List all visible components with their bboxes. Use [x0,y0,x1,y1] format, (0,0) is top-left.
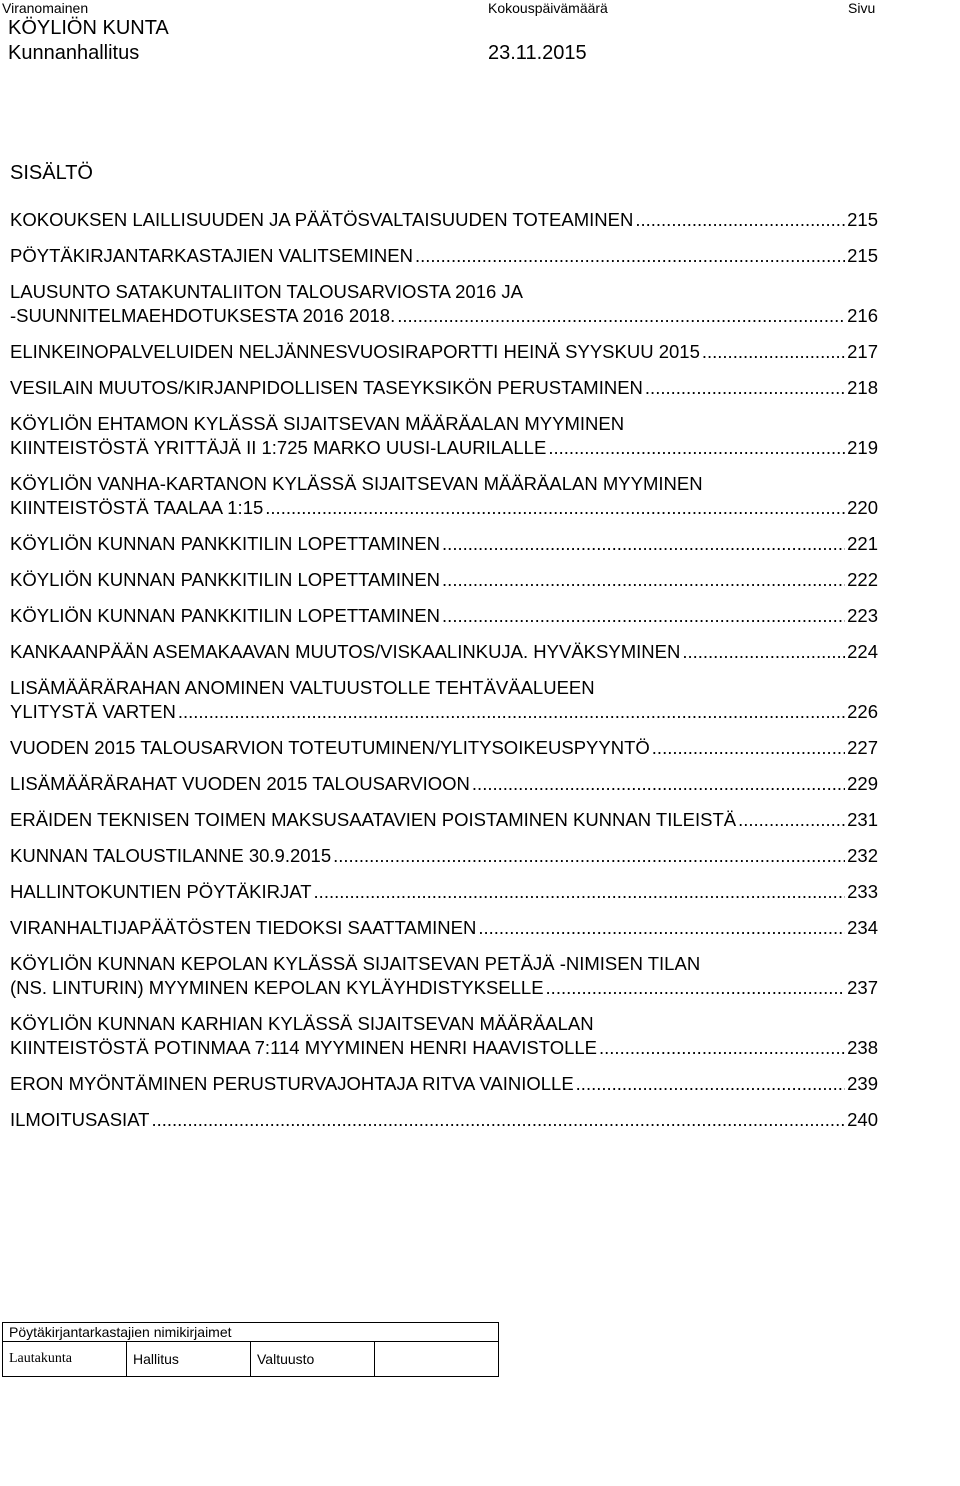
toc-entry-page-number: 222 [847,569,878,590]
toc-entry-title: KANKAANPÄÄN ASEMAKAAVAN MUUTOS/VISKAALINKUJA. HYVÄKSYMINEN [10,641,681,662]
toc-entry-page-number: 215 [847,209,878,230]
toc-entry[interactable] [10,1072,878,1096]
toc-entry-title: VESILAIN MUUTOS/KIRJANPIDOLLISEN TASEYKSIKÖN PERUSTAMINEN [10,377,643,398]
toc-entry-page-number: 226 [847,701,878,722]
toc-entry-title: (NS. LINTURIN) MYYMINEN KEPOLAN KYLÄYHDISTYKSELLE [10,977,544,998]
toc-dot-leader [478,916,845,940]
toc-dot-leader [415,244,845,268]
council-cell: Valtuusto [251,1342,375,1377]
toc-entry-title: LISÄMÄÄRÄRAHAT VUODEN 2015 TALOUSARVIOON [10,773,470,794]
toc-entry-page-number: 239 [847,1073,878,1094]
toc-entry[interactable] [10,340,878,364]
toc-entry-page-number: 232 [847,845,878,866]
toc-entry-page-number: 219 [847,437,878,458]
toc-dot-leader [702,340,845,364]
toc-entry-title: VIRANHALTIJAPÄÄTÖSTEN TIEDOKSI SAATTAMINEN [10,917,477,938]
toc-entry-title: ERON MYÖNTÄMINEN PERUSTURVAJOHTAJA RITVA VAINIOLLE [10,1073,574,1094]
signature-initials-table [2,1322,499,1377]
toc-heading: SISÄLTÖ [10,162,93,184]
toc-entry-page-number: 224 [847,641,878,662]
toc-entry[interactable] [10,604,878,628]
page-label: Sivu [848,0,876,16]
toc-dot-leader [442,604,845,628]
toc-entry-page-number: 217 [847,341,878,362]
signature-table-title: Pöytäkirjantarkastajien nimikirjaimet [3,1323,499,1342]
toc-entry-title: YLITYSTÄ VARTEN [10,701,176,722]
toc-dot-leader [548,436,845,460]
toc-entry[interactable] [10,412,878,460]
toc-entry-title: ILMOITUSASIAT [10,1109,150,1130]
toc-dot-leader [178,700,845,724]
meeting-date: 23.11.2015 [488,42,587,64]
toc-entry-title: KUNNAN TALOUSTILANNE 30.9.2015 [10,845,332,866]
toc-entry-page-number: 233 [847,881,878,902]
toc-entry-page-number: 237 [847,977,878,998]
toc-entry[interactable] [10,916,878,940]
toc-dot-leader [546,976,846,1000]
toc-entry[interactable] [10,880,878,904]
toc-entry-title: VUODEN 2015 TALOUSARVION TOTEUTUMINEN/YLITYSOIKEUSPYYNTÖ [10,737,650,758]
toc-entry[interactable] [10,568,878,592]
toc-entry-title: KIINTEISTÖSTÄ TAALAA 1:15 [10,497,264,518]
board-cell: Hallitus [127,1342,251,1377]
toc-entry-page-number: 216 [847,305,878,326]
authority-label: Viranomainen [2,0,89,16]
toc-entry-page-number: 223 [847,605,878,626]
toc-entry[interactable] [10,736,878,760]
toc-entry-title: HALLINTOKUNTIEN PÖYTÄKIRJAT [10,881,312,902]
toc-entry-title: KÖYLIÖN KUNNAN PANKKITILIN LOPETTAMINEN [10,605,441,626]
toc-entry[interactable] [10,772,878,796]
toc-entry-page-number: 218 [847,377,878,398]
toc-dot-leader [314,880,846,904]
toc-entry-page-number: 238 [847,1037,878,1058]
toc-entry-title-line: KÖYLIÖN EHTAMON KYLÄSSÄ SIJAITSEVAN MÄÄRÄALAN MYYMINEN [10,413,625,434]
toc-entry-title: -SUUNNITELMAEHDOTUKSESTA 2016 2018. [10,305,396,326]
toc-entry[interactable] [10,376,878,400]
toc-entry-title: KOKOUKSEN LAILLISUUDEN JA PÄÄTÖSVALTAISUUDEN TOTEAMINEN [10,209,634,230]
toc-entry[interactable] [10,808,878,832]
toc-entry-page-number: 227 [847,737,878,758]
toc-dot-leader [151,1108,845,1132]
toc-entry-page-number: 220 [847,497,878,518]
toc-entry[interactable] [10,208,878,232]
toc-dot-leader [635,208,845,232]
toc-entry[interactable] [10,244,878,268]
toc-entry-page-number: 229 [847,773,878,794]
toc-entry-page-number: 234 [847,917,878,938]
toc-entry-title: PÖYTÄKIRJANTARKASTAJIEN VALITSEMINEN [10,245,413,266]
toc-entry-title: KÖYLIÖN KUNNAN PANKKITILIN LOPETTAMINEN [10,569,441,590]
toc-dot-leader [652,736,845,760]
empty-cell [375,1342,499,1377]
toc-dot-leader [333,844,845,868]
governing-body: Kunnanhallitus [8,42,140,64]
toc-dot-leader [645,376,845,400]
toc-entry-page-number: 240 [847,1109,878,1130]
toc-entry[interactable] [10,952,878,1000]
date-label: Kokouspäivämäärä [488,0,608,16]
toc-dot-leader [738,808,845,832]
toc-entry-title: KÖYLIÖN KUNNAN PANKKITILIN LOPETTAMINEN [10,533,441,554]
toc-entry-title-line: KÖYLIÖN KUNNAN KEPOLAN KYLÄSSÄ SIJAITSEVAN PETÄJÄ -NIMISEN TILAN [10,953,701,974]
toc-dot-leader [682,640,845,664]
toc-entry-title: KIINTEISTÖSTÄ POTINMAA 7:114 MYYMINEN HENRI HAAVISTOLLE [10,1037,598,1058]
toc-entry-page-number: 231 [847,809,878,830]
toc-dot-leader [265,496,845,520]
toc-entry-title-line: LISÄMÄÄRÄRAHAN ANOMINEN VALTUUSTOLLE TEHTÄVÄALUEEN [10,677,595,698]
toc-entry-title-line: LAUSUNTO SATAKUNTALIITON TALOUSARVIOSTA 2016 JA [10,281,524,302]
toc-entry-title: ELINKEINOPALVELUIDEN NELJÄNNESVUOSIRAPORTTI HEINÄ SYYSKUU 2015 [10,341,700,362]
toc-entry[interactable] [10,280,878,328]
toc-entry[interactable] [10,532,878,556]
toc-dot-leader [442,568,845,592]
toc-entry-page-number: 215 [847,245,878,266]
toc-dot-leader [576,1072,845,1096]
municipality-name: KÖYLIÖN KUNTA [8,17,169,39]
toc-dot-leader [442,532,845,556]
toc-dot-leader [599,1036,845,1060]
toc-entry[interactable] [10,844,878,868]
committee-cell: Lautakunta [3,1342,127,1377]
toc-entry-title: KIINTEISTÖSTÄ YRITTÄJÄ II 1:725 MARKO UUSI-LAURILALLE [10,437,547,458]
toc-entry-title-line: KÖYLIÖN KUNNAN KARHIAN KYLÄSSÄ SIJAITSEVAN MÄÄRÄALAN [10,1013,594,1034]
toc-entry[interactable] [10,640,878,664]
toc-entry-title-line: KÖYLIÖN VANHA-KARTANON KYLÄSSÄ SIJAITSEVAN MÄÄRÄALAN MYYMINEN [10,473,703,494]
toc-entry[interactable] [10,1108,878,1132]
toc-entry[interactable] [10,472,878,520]
toc-entry-page-number: 221 [847,533,878,554]
toc-entry[interactable] [10,676,878,724]
toc-dot-leader [397,304,845,328]
toc-entry[interactable] [10,1012,878,1060]
toc-dot-leader [472,772,845,796]
toc-entry-title: ERÄIDEN TEKNISEN TOIMEN MAKSUSAATAVIEN POISTAMINEN KUNNAN TILEISTÄ [10,809,737,830]
